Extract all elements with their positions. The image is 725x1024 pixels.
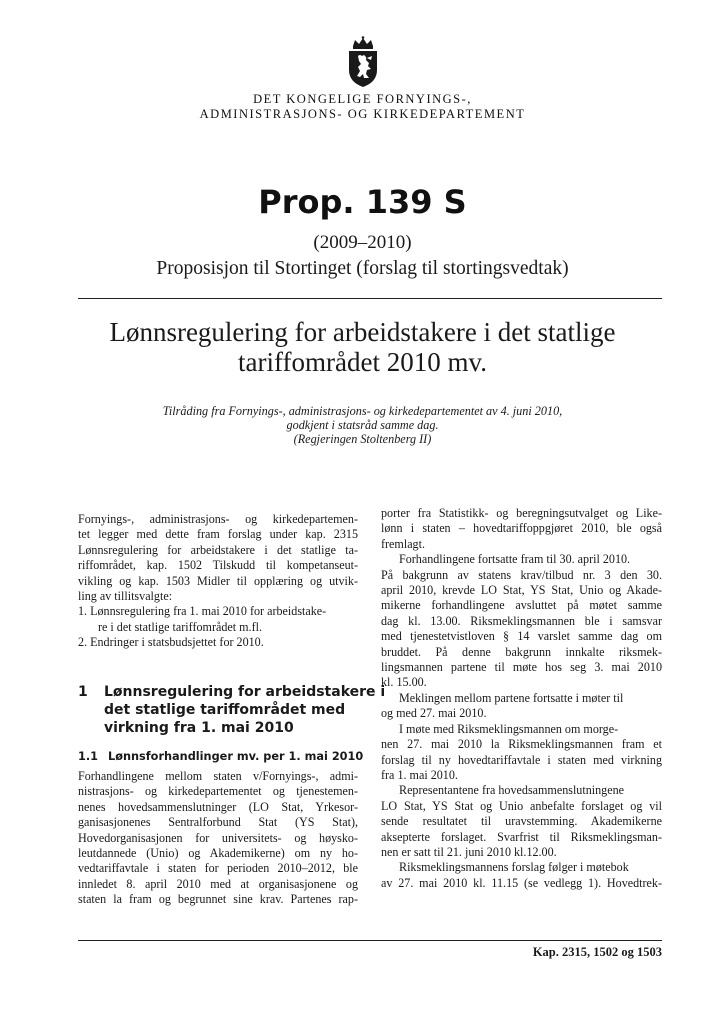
title-line: tariffområdet 2010 mv. — [238, 347, 487, 377]
intro-text — [78, 512, 358, 651]
body-line: LO Stat, YS Stat og Unio anbefalte forslaget og vil — [381, 798, 662, 813]
body-line: Representantene fra hovedsammenslutningene — [399, 783, 624, 798]
body-line: dag kl. 13.00. Riksmeklingsmannen ble i samsvar — [381, 613, 662, 628]
body-line: fremlagt. — [381, 536, 425, 551]
body-line: nen er satt til 21. juni 2010 kl.12.00. — [381, 844, 557, 859]
recommendation-line: Tilråding fra Fornyings-, administrasjons- og kirkedepartementet av 4. juni 2010, — [162, 404, 563, 418]
intro-line: ling av tillitsvalgte: — [78, 589, 173, 604]
department-name-line1: DET KONGELIGE FORNYINGS-, — [253, 92, 472, 106]
recommendation-line: godkjent i statsråd samme dag. — [286, 418, 439, 432]
body-line: og med 27. mai 2010. — [381, 706, 487, 721]
title-line: Lønnsregulering for arbeidstakere i det statlige — [109, 317, 616, 347]
list-item-2 — [78, 635, 358, 650]
proposition-number: Prop. 139 S — [258, 183, 467, 221]
body-line: leutdannede (Unio) og Akademikerne) om ny ho- — [78, 846, 358, 861]
body-line: lingsmannen partene til møte hos seg 3. mai 2010 — [381, 660, 662, 675]
page-footer: Kap. 2315, 1502 og 1503 — [532, 945, 662, 959]
list-item-1-continued: re i det statlige tariffområdet m.fl. — [98, 619, 262, 634]
subsection-number: 1.1 — [78, 750, 99, 763]
section-number: 1 — [78, 684, 88, 700]
body-line: porter fra Statistikk- og beregningsutvalget og Like- — [381, 506, 662, 520]
body-line: innledet 8. april 2010 med at organisasjonene og — [78, 876, 358, 891]
intro-line: tet legger med dette fram forslag under kap. 2315 — [78, 527, 358, 542]
body-line: lønn i staten – hovedtariffoppgjøret 2010, ble også — [381, 521, 662, 536]
intro-line: vikling og kap. 1503 Midler til opplæring og utvik- — [78, 573, 358, 588]
body-line: nistrasjons- og kirkedepartementet og tjenestemen- — [78, 784, 358, 799]
body-line: bruddet. På denne bakgrunn innkalte riksmek- — [381, 644, 662, 659]
list-number: 1. — [78, 604, 88, 619]
body-line: nenes hovedsammenslutninger (LO Stat, Yrkesor- — [78, 799, 358, 814]
body-line: kl. 15.00. — [381, 675, 427, 690]
intro-line: Lønnsregulering for arbeidstakere i det statlige ta- — [78, 542, 358, 557]
body-line: aksepterte forslaget. Svarfrist til Riksmeklingsman- — [381, 829, 662, 844]
subsection-1-1-heading — [78, 749, 364, 764]
body-line: april 2010, krevde LO Stat, YS Stat, Unio og Akade- — [381, 583, 662, 598]
recommendation-line: (Regjeringen Stoltenberg II) — [293, 432, 432, 446]
body-line: av 27. mai 2010 kl. 11.15 (se vedlegg 1). Hovedtrek- — [381, 875, 662, 890]
body-line: med tjenestetvistloven § 14 varslet samme dag om — [381, 629, 662, 644]
section-title-line: virkning fra 1. mai 2010 — [104, 720, 294, 736]
body-line: Hovedorganisasjonen for universitets- og høysko- — [78, 830, 358, 845]
body-line: Forhandlingene fortsatte fram til 30. april 2010. — [399, 552, 631, 567]
proposition-type: Proposisjon til Stortinget (forslag til stortingsvedtak) — [156, 258, 569, 279]
body-line: mikerne forhandlingene avsluttet på møtet samme — [381, 598, 662, 613]
bottom-divider — [78, 940, 662, 941]
section-title-line: det statlige tariffområdet med — [104, 702, 346, 718]
body-line: Riksmeklingsmannens forslag følger i møtebok — [399, 860, 629, 875]
top-divider — [78, 298, 662, 299]
list-number: 2. — [78, 635, 88, 650]
document-title — [60, 317, 665, 377]
section-title-line: Lønnsregulering for arbeidstakere i — [104, 684, 386, 700]
body-line: På bakgrunn av statens krav/tilbud nr. 3 den 30. — [381, 567, 662, 582]
section-1-heading — [78, 683, 386, 737]
list-text: Endringer i statsbudsjettet for 2010. — [90, 635, 264, 650]
body-line: fra 1. mai 2010. — [381, 767, 458, 782]
body-line: nen 27. mai 2010 la Riksmeklingsmannen fram et — [381, 737, 662, 752]
list-item-1 — [78, 604, 358, 619]
body-line: sende resultatet til uravstemming. Akademikerne — [381, 814, 662, 829]
subsection-title: Lønnsforhandlinger mv. per 1. mai 2010 — [108, 750, 364, 763]
right-column-body — [381, 506, 662, 891]
body-line: ganisasjonenes Sentralforbund Stat (YS Stat), — [78, 815, 358, 830]
proposition-session: (2009–2010) — [313, 232, 412, 253]
body-line: I møte med Riksmeklingsmannen om morge- — [399, 721, 619, 736]
list-text: Lønnsregulering fra 1. mai 2010 for arbeidstake- — [90, 604, 327, 619]
intro-line: Fornyings-, administrasjons- og kirkedepartemen- — [78, 512, 358, 526]
coat-of-arms-icon — [347, 36, 379, 88]
intro-line: riffområdet, kap. 1502 Tilskudd til kompetanseut- — [78, 558, 358, 573]
body-line: Forhandlingene mellom staten v/Fornyings-, admi- — [78, 769, 358, 783]
department-name-line2: ADMINISTRASJONS- OG KIRKEDEPARTEMENT — [199, 107, 526, 121]
body-line: forslag til ny hovedtariffavtale i staten med virkning — [381, 752, 662, 767]
body-line: Meklingen mellom partene fortsatte i møter til — [399, 690, 624, 705]
body-line: staten la fram og begrunnet sine krav. Partenes rap- — [78, 892, 358, 907]
body-line: vedtariffavtale i staten for perioden 2010–2012, ble — [78, 861, 358, 876]
section-body — [78, 769, 358, 908]
recommendation-note — [80, 404, 645, 446]
